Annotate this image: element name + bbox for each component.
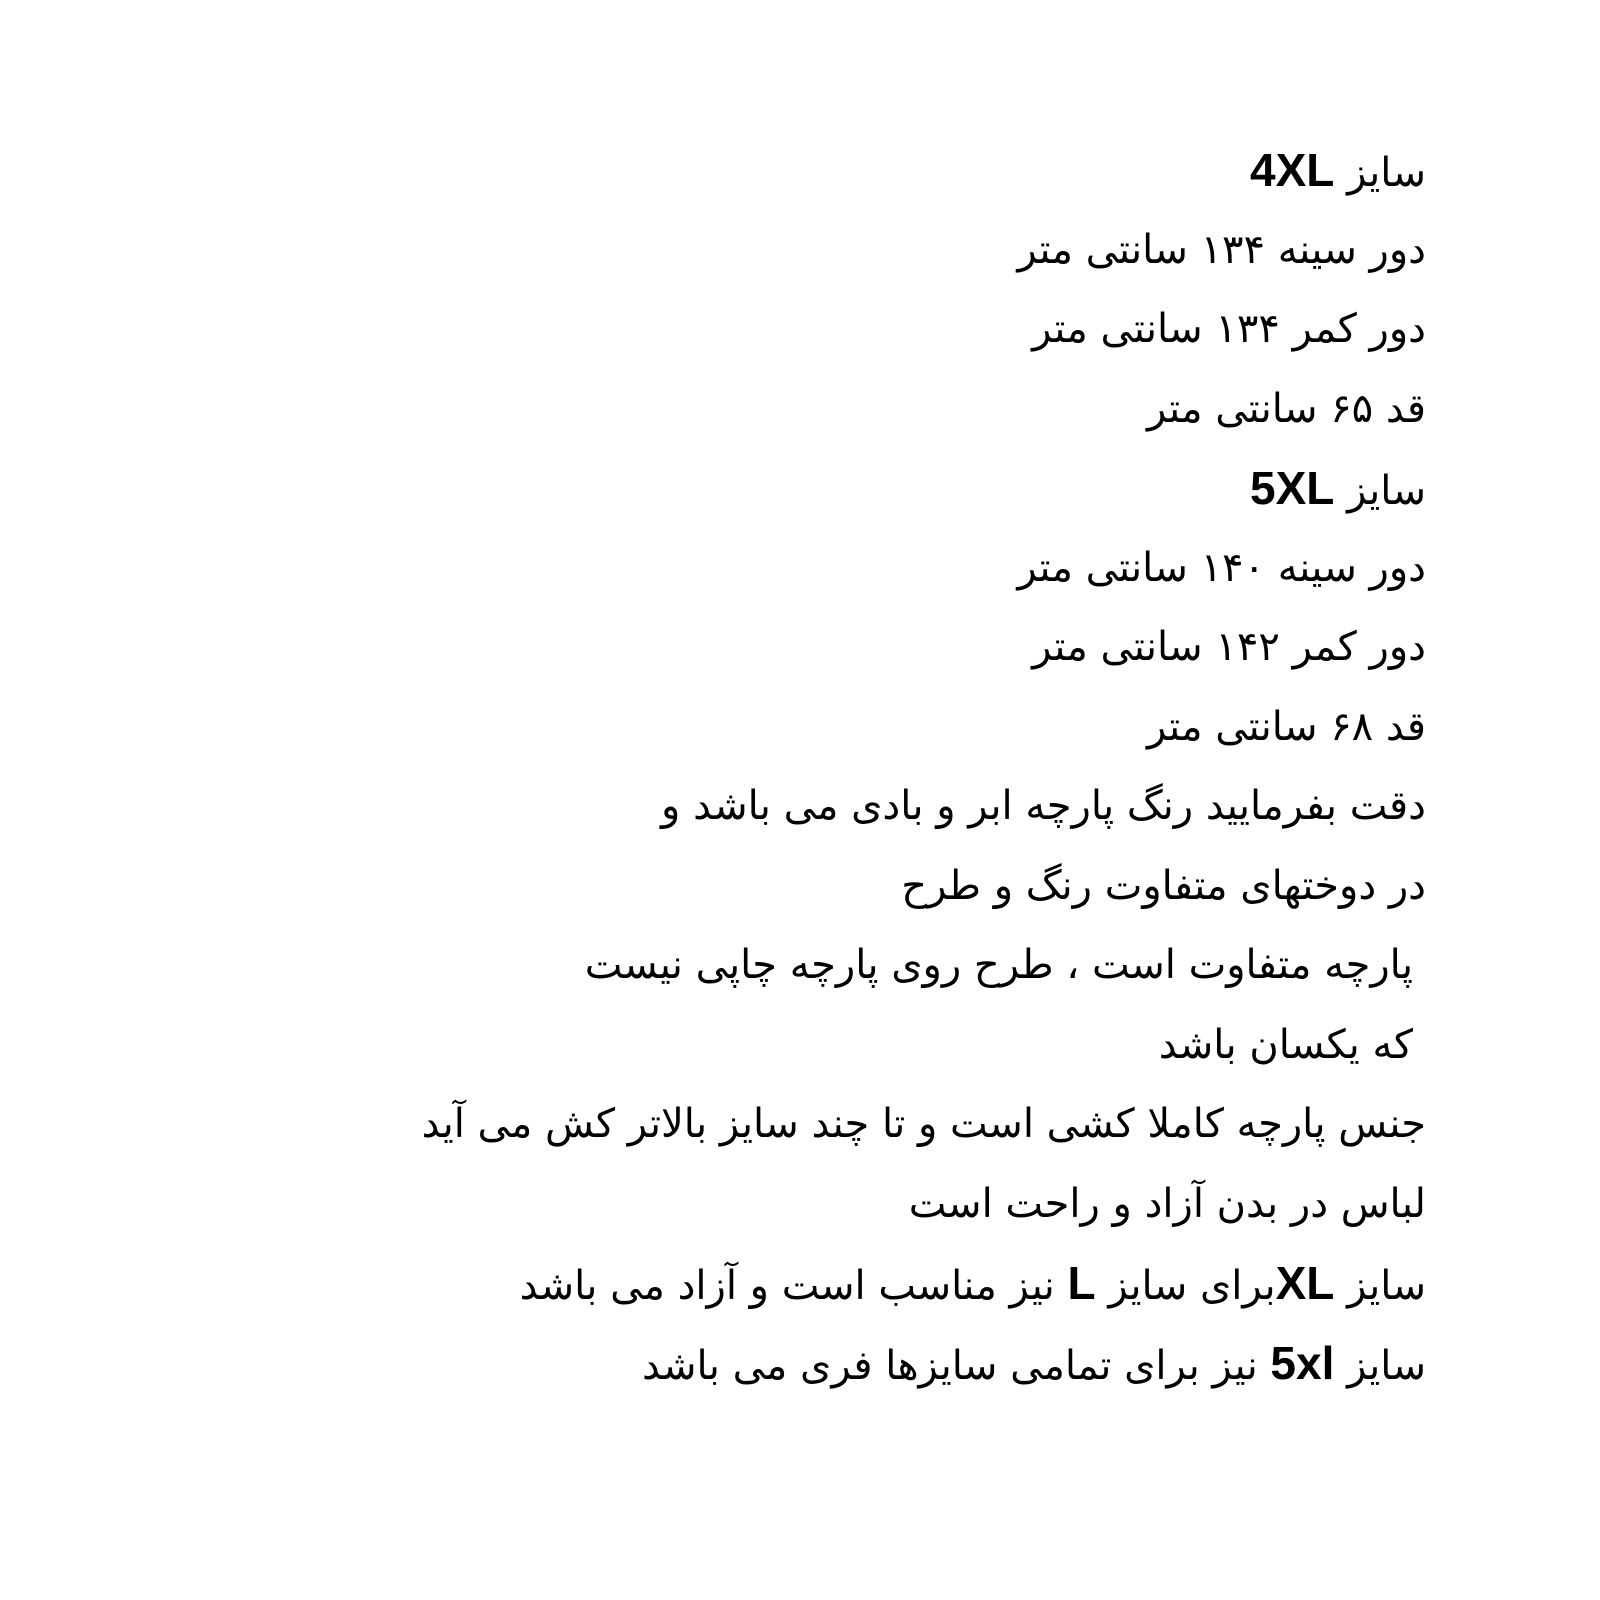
fit-note-size-a: XL: [1275, 1257, 1335, 1309]
fit-note-size: 5xl: [1270, 1336, 1335, 1389]
size-4xl-chest: دور سینه ۱۳۴ سانتی متر: [1017, 226, 1426, 273]
note-line-3: پارچه متفاوت است ، طرح روی پارچه چاپی نیست: [584, 942, 1413, 988]
note-line-1: دقت بفرمایید رنگ پارچه ابر و بادی می باشد و: [661, 783, 1426, 829]
note-line-5: جنس پارچه کاملا کشی است و تا چند سایز بالاتر کش می آید: [421, 1101, 1426, 1147]
size-5xl-chest: دور سینه ۱۴۰ سانتی متر: [1017, 544, 1426, 591]
note-line-4: که یکسان باشد: [1158, 1021, 1413, 1068]
size-5xl-heading: [126, 449, 1426, 529]
fit-note-prefix: سایز: [1347, 1263, 1426, 1309]
size-heading-value: 4XL: [1250, 144, 1335, 196]
fit-note-middle: برای سایز: [1108, 1263, 1276, 1309]
size-5xl-length: قد ۶۸ سانتی متر: [1146, 703, 1426, 750]
size-heading-label: سایز: [1347, 468, 1426, 514]
size-4xl-waist: دور کمر ۱۳۴ سانتی متر: [1032, 306, 1426, 352]
size-chart-text: [126, 131, 1426, 1403]
note-line-2: در دوختهای متفاوت رنگ و طرح: [901, 862, 1426, 909]
fit-note-xl: [126, 1244, 1426, 1324]
size-heading-label: سایز: [1347, 150, 1426, 196]
fit-note-5xl: [126, 1324, 1426, 1404]
fit-note-suffix: نیز برای تمامی سایزها فری می باشد: [642, 1342, 1258, 1389]
note-line-6: لباس در بدن آزاد و راحت است: [908, 1180, 1426, 1227]
size-4xl-length: قد ۶۵ سانتی متر: [1146, 385, 1426, 432]
size-heading-value: 5XL: [1250, 462, 1335, 514]
size-5xl-waist: دور کمر ۱۴۲ سانتی متر: [1032, 624, 1426, 670]
size-4xl-heading: [126, 131, 1426, 211]
fit-note-size-b: L: [1067, 1257, 1096, 1309]
fit-note-prefix: سایز: [1347, 1342, 1426, 1389]
fit-note-suffix: نیز مناسب است و آزاد می باشد: [519, 1263, 1055, 1309]
